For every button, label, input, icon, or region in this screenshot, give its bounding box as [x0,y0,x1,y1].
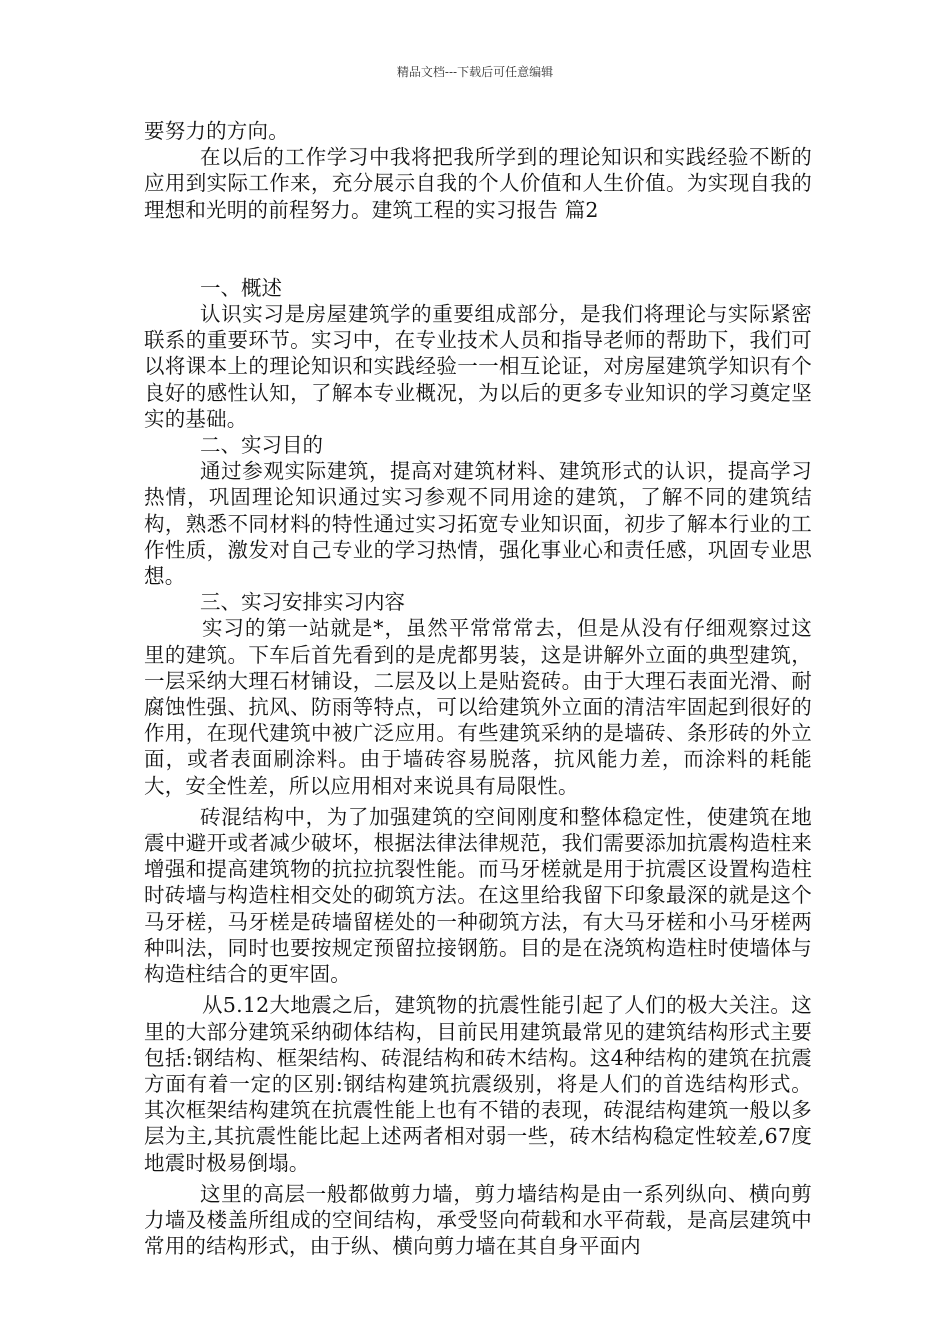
paragraph-3: 认识实习是房屋建筑学的重要组成部分，是我们将理论与实际紧密联系的重要环节。实习中，在专业技术人员和指导老师的帮助下，我们可以将课本上的理论知识和实践经验一一相互论证，对房屋建筑学知识有个良好的感性认知，了解本专业概况，为以后的更多专业知识的学习奠定坚实的基础。 [144,302,812,431]
paragraph-7: 从5.12大地震之后，建筑物的抗震性能引起了人们的极大关注。这里的大部分建筑采纳砌体结构，目前民用建筑最常见的建筑结构形式主要包括:钢结构、框架结构、砖混结构和砖木结构。这4种结构的建筑在抗震方面有着一定的区别:钢结构建筑抗震级别，将是人们的首选结构形式。其次框架结构建筑在抗震性能上也有不错的表现，砖混结构建筑一般以多层为主,其抗震性能比起上述两者相对弱一些，砖木结构稳定性较差,67度地震时极易倒塌。 [144,993,812,1175]
blank-space [144,223,812,275]
section-heading-arrangement: 三、实习安排实习内容 [200,590,405,615]
paragraph-2: 在以后的工作学习中我将把我所学到的理论知识和实践经验不断的应用到实际工作来，充分展示自我的个人价值和人生价值。为实现自我的理想和光明的前程努力。建筑工程的实习报告 篇2 [144,145,812,222]
section-heading-overview: 一、概述 [200,275,282,300]
section-heading-purpose: 二、实习目的 [200,433,323,458]
paragraph-6: 砖混结构中，为了加强建筑的空间刚度和整体稳定性，使建筑在地震中避开或者减少破坏，根据法律法律规范，我们需要添加抗震构造柱来增强和提高建筑物的抗拉抗裂性能。而马牙槎就是用于抗震区设置构造柱时砖墙与构造柱相交处的砌筑方法。在这里给我留下印象最深的就是这个马牙槎，马牙槎是砖墙留槎处的一种砌筑方法，有大马牙槎和小马牙槎两种叫法，同时也要按规定预留拉接钢筋。目的是在浇筑构造柱时使墙体与构造柱结合的更牢固。 [144,804,812,987]
page-header: 精品文档---下载后可任意编辑 [396,65,554,79]
paragraph-8: 这里的高层一般都做剪力墙，剪力墙结构是由一系列纵向、横向剪力墙及楼盖所组成的空间结构，承受竖向荷载和水平荷载，是高层建筑中常用的结构形式，由于纵、横向剪力墙在其自身平面内 [144,1181,812,1259]
paragraph-1: 要努力的方向。 [144,119,289,143]
paragraph-4: 通过参观实际建筑，提高对建筑材料、建筑形式的认识，提高学习热情，巩固理论知识通过实习参观不同用途的建筑，了解不同的建筑结构，熟悉不同材料的特性通过实习拓宽专业知识面，初步了解本行业的工作性质，激发对自己专业的学习热情，强化事业心和责任感，巩固专业思想。 [144,459,812,589]
paragraph-5: 实习的第一站就是*，虽然平常常常去，但是从没有仔细观察过这里的建筑。下车后首先看到的是虎都男装，这是讲解外立面的典型建筑，一层采纳大理石材铺设，二层及以上是贴瓷砖。由于大理石表面光滑、耐腐蚀性强、抗风、防雨等特点，可以给建筑外立面的清洁牢固起到很好的作用，在现代建筑中被广泛应用。有些建筑采纳的是墙砖、条形砖的外立面，或者表面刷涂料。由于墙砖容易脱落，抗风能力差，而涂料的耗能大，安全性差，所以应用相对来说具有局限性。 [144,616,812,798]
document-body [144,118,812,1259]
